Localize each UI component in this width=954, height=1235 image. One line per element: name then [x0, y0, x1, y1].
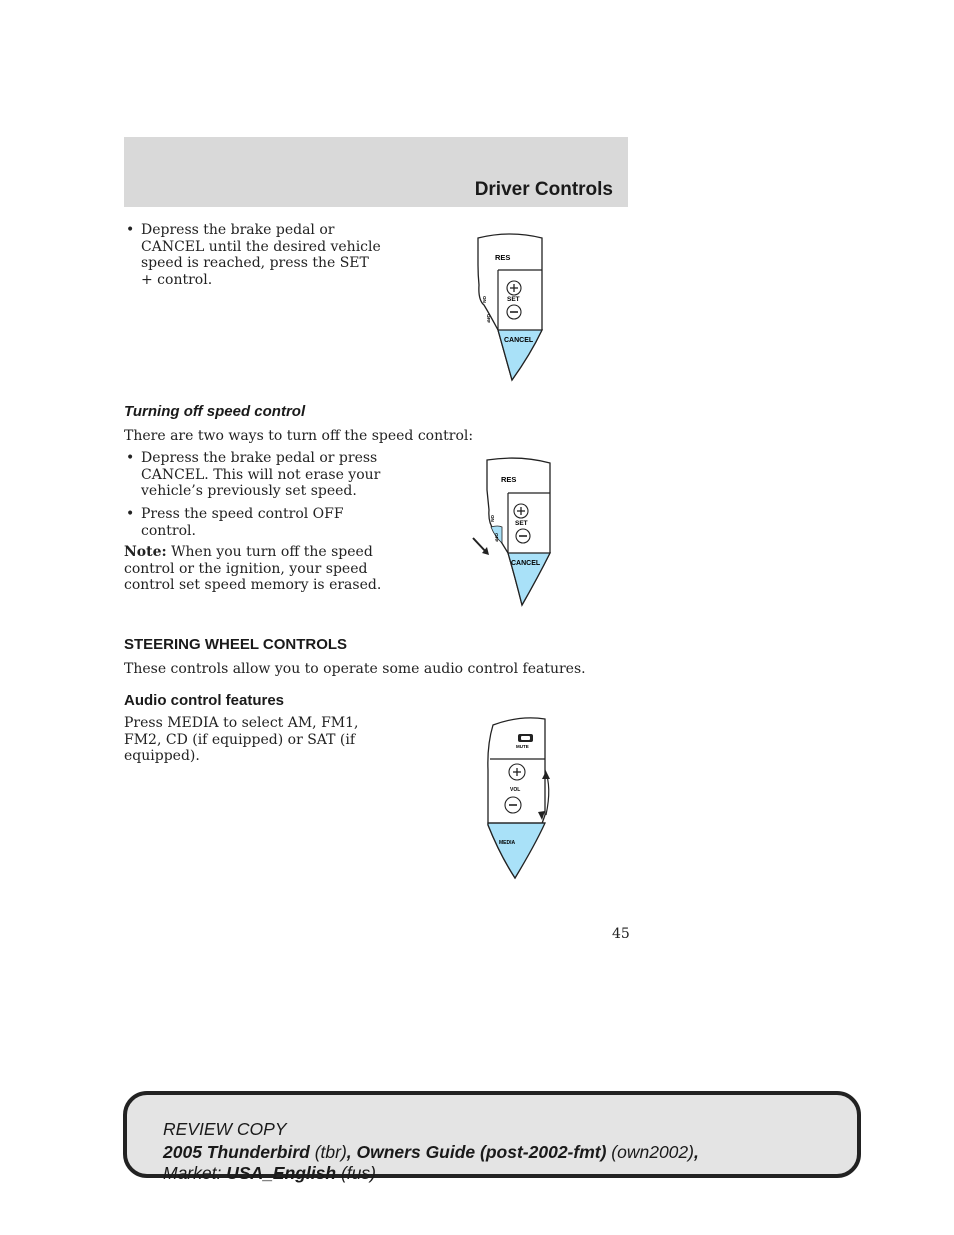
- section-header-band: [124, 137, 628, 207]
- audio-control-diagram: [480, 715, 560, 883]
- text-line: equipped).: [124, 748, 200, 764]
- section-title: Driver Controls: [474, 179, 613, 200]
- text-line: + control.: [141, 271, 213, 288]
- cancel-label: CANCEL: [504, 337, 534, 344]
- footer-line-market: [163, 1163, 376, 1184]
- heading-turning-off: Turning off speed control: [124, 403, 306, 420]
- footer-vehicle-code: (tbr): [309, 1142, 347, 1162]
- speed-control-diagram-1: [470, 230, 560, 390]
- footer-market: USA_English: [226, 1163, 337, 1183]
- bullet-dot: •: [126, 222, 135, 238]
- footer-market-label: Market:: [163, 1163, 227, 1183]
- text-line: Depress the brake pedal or: [141, 222, 335, 238]
- intro-steering-wheel: These controls allow you to operate some audio control features.: [124, 661, 586, 677]
- text-line: CANCEL. This will not erase your: [141, 466, 381, 483]
- mute-label: MUTE: [516, 744, 529, 749]
- note-text: When you turn off the speed: [166, 544, 373, 560]
- note-paragraph: [124, 544, 394, 594]
- footer-market-code: (fus): [336, 1163, 376, 1183]
- footer-comma: ,: [693, 1142, 699, 1162]
- bullet-dot: •: [126, 506, 135, 522]
- speed-control-diagram-2: [470, 455, 570, 610]
- res-label: RES: [495, 253, 511, 262]
- text-line: FM2, CD (if equipped) or SAT (if: [124, 731, 356, 748]
- bullet-text: [141, 222, 401, 288]
- page-number: 45: [612, 926, 630, 942]
- vol-label: VOL: [510, 787, 521, 793]
- text-line: [124, 544, 394, 561]
- footer-line-title: [163, 1142, 699, 1163]
- mute-icon-inner: [521, 736, 530, 740]
- bullet-text: [141, 450, 401, 500]
- text-line: CANCEL until the desired vehicle: [141, 238, 381, 255]
- text-line: control or the ignition, your speed: [124, 560, 368, 577]
- media-button-highlight: [488, 823, 545, 878]
- footer-vehicle: 2005 Thunderbird: [163, 1142, 310, 1162]
- text-line: vehicle’s previously set speed.: [141, 483, 357, 499]
- intro-turning-off: There are two ways to turn off the speed control:: [124, 428, 474, 444]
- text-line: control.: [141, 522, 196, 539]
- off-label: OFF: [494, 533, 499, 542]
- text-line: control set speed memory is erased.: [124, 577, 382, 593]
- media-label: MEDIA: [499, 840, 516, 846]
- heading-audio-control: Audio control features: [124, 692, 285, 709]
- bullet-dot: •: [126, 450, 135, 466]
- text-line: Press the speed control OFF: [141, 506, 344, 522]
- res-label: RES: [501, 475, 517, 484]
- media-paragraph: [124, 715, 394, 765]
- cancel-label: CANCEL: [511, 560, 541, 567]
- on-label: ON: [482, 296, 487, 303]
- off-label: OFF: [486, 314, 491, 323]
- text-line: Press MEDIA to select AM, FM1,: [124, 715, 359, 731]
- bullet-text: [141, 506, 401, 539]
- note-label: Note:: [124, 544, 167, 560]
- set-label: SET: [515, 520, 528, 527]
- footer-line-review-copy: REVIEW COPY: [163, 1119, 287, 1139]
- heading-steering-wheel-controls: STEERING WHEEL CONTROLS: [124, 636, 348, 653]
- review-copy-footer: [123, 1091, 861, 1183]
- footer-guide-code: (own2002): [606, 1142, 694, 1162]
- set-label: SET: [507, 296, 520, 303]
- on-label: ON: [490, 515, 495, 522]
- text-line: speed is reached, press the SET: [141, 255, 369, 271]
- text-line: Depress the brake pedal or press: [141, 450, 378, 466]
- footer-guide: , Owners Guide (post-2002-fmt): [346, 1142, 607, 1162]
